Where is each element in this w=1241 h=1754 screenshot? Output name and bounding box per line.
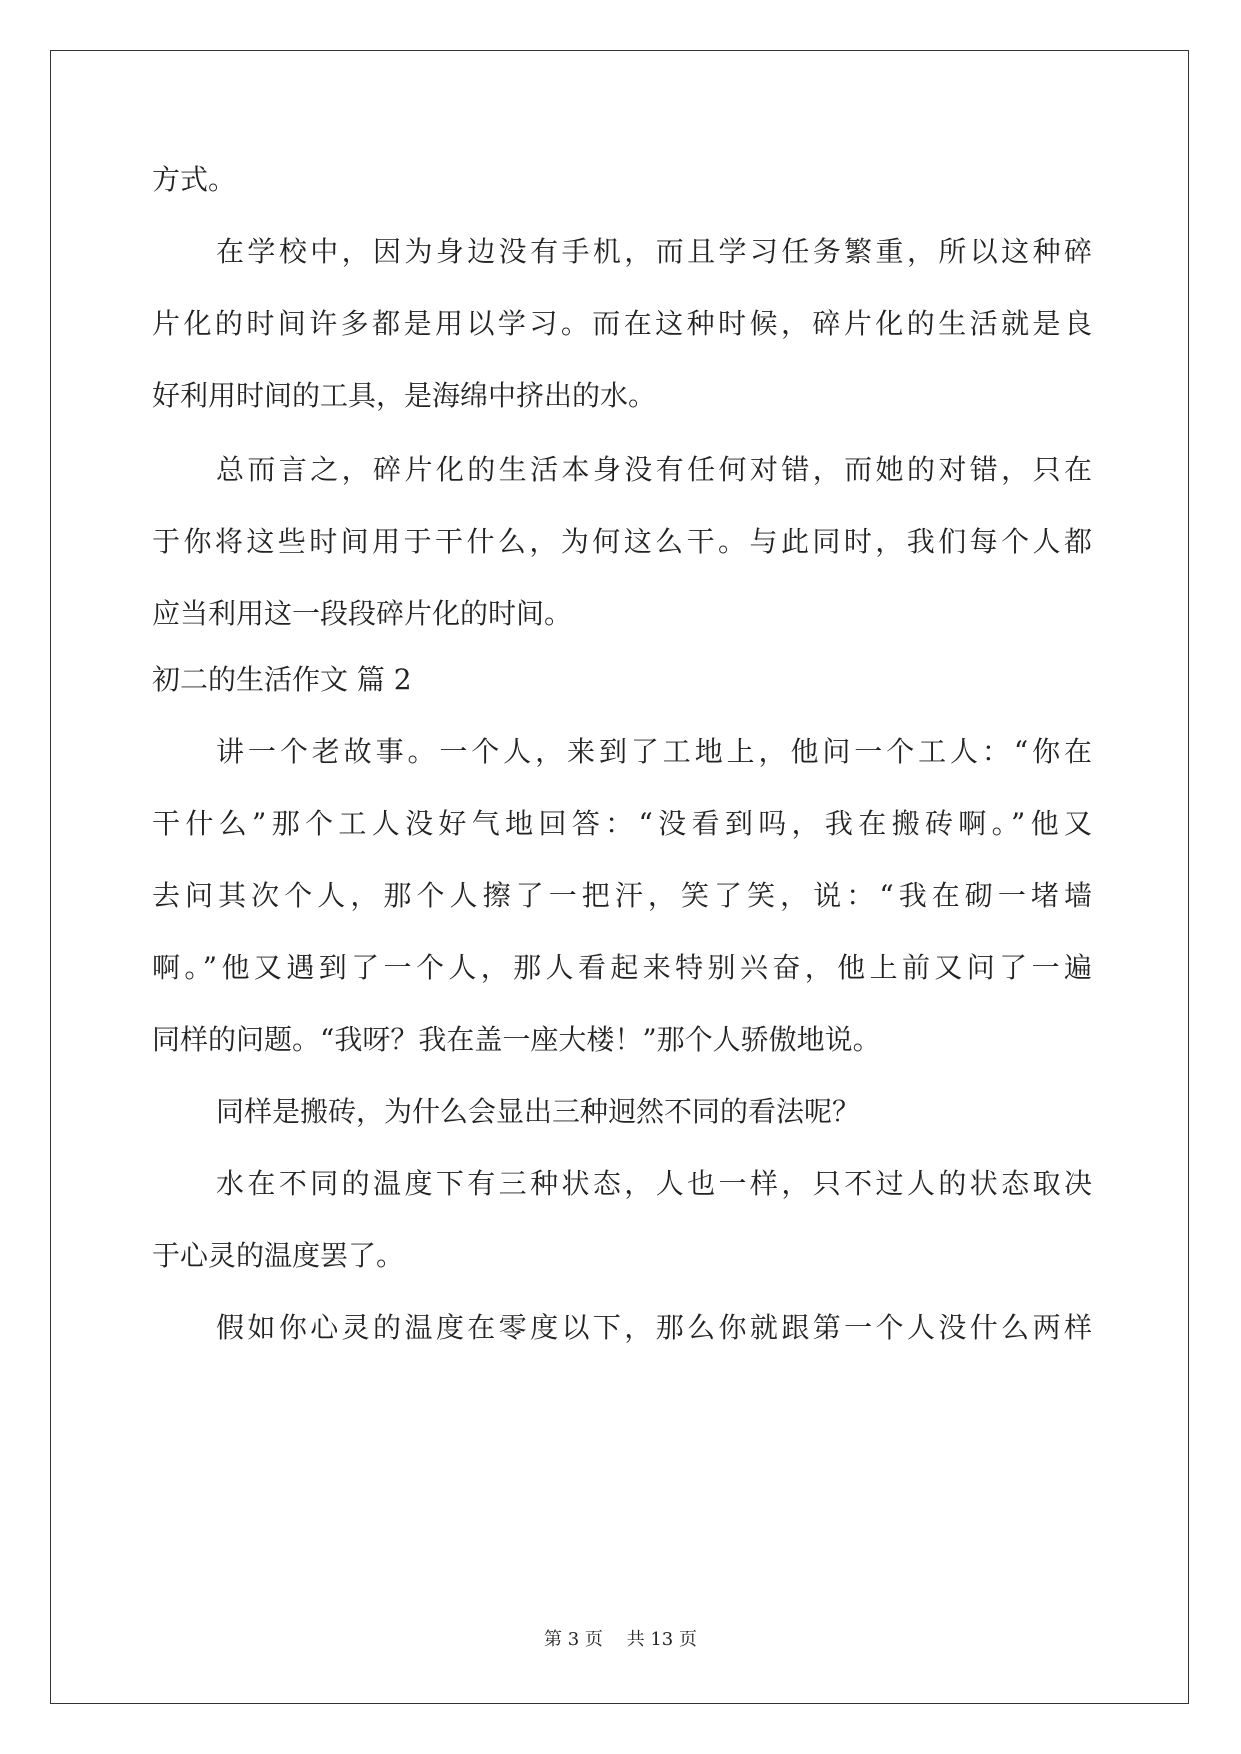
page-number-footer: 第 3 页 共 13 页: [544, 1629, 697, 1650]
section-heading: 初二的生活作文 篇 2: [152, 663, 412, 696]
text-line: 同样是搬砖，为什么会显出三种迥然不同的看法呢？: [216, 1095, 861, 1128]
text-line: 于心灵的温度罢了。: [152, 1239, 405, 1272]
text-line: 于你将这些时间用于干什么，为何这么干。与此同时，我们每个人都: [152, 525, 1092, 558]
text-line: 同样的问题。“我呀？我在盖一座大楼！”那个人骄傲地说。: [152, 1023, 881, 1056]
text-line: 去问其次个人，那个人擦了一把汗，笑了笑，说：“我在砌一堵墙: [152, 879, 1092, 912]
text-line: 假如你心灵的温度在零度以下，那么你就跟第一个人没什么两样: [216, 1311, 1092, 1344]
text-line: 在学校中，因为身边没有手机，而且学习任务繁重，所以这种碎: [216, 235, 1092, 268]
text-line: 方式。: [152, 163, 237, 196]
text-line: 总而言之，碎片化的生活本身没有任何对错，而她的对错，只在: [216, 453, 1092, 486]
text-line: 水在不同的温度下有三种状态，人也一样，只不过人的状态取决: [216, 1167, 1092, 1200]
text-line: 好利用时间的工具，是海绵中挤出的水。: [152, 379, 657, 412]
text-line: 应当利用这一段段碎片化的时间。: [152, 597, 573, 630]
text-line: 讲一个老故事。一个人，来到了工地上，他问一个工人：“你在: [216, 735, 1092, 768]
text-line: 干什么”那个工人没好气地回答：“没看到吗，我在搬砖啊。”他又: [152, 807, 1092, 840]
text-line: 啊。”他又遇到了一个人，那人看起来特别兴奋，他上前又问了一遍: [152, 951, 1092, 984]
text-line: 片化的时间许多都是用以学习。而在这种时候，碎片化的生活就是良: [152, 307, 1092, 340]
